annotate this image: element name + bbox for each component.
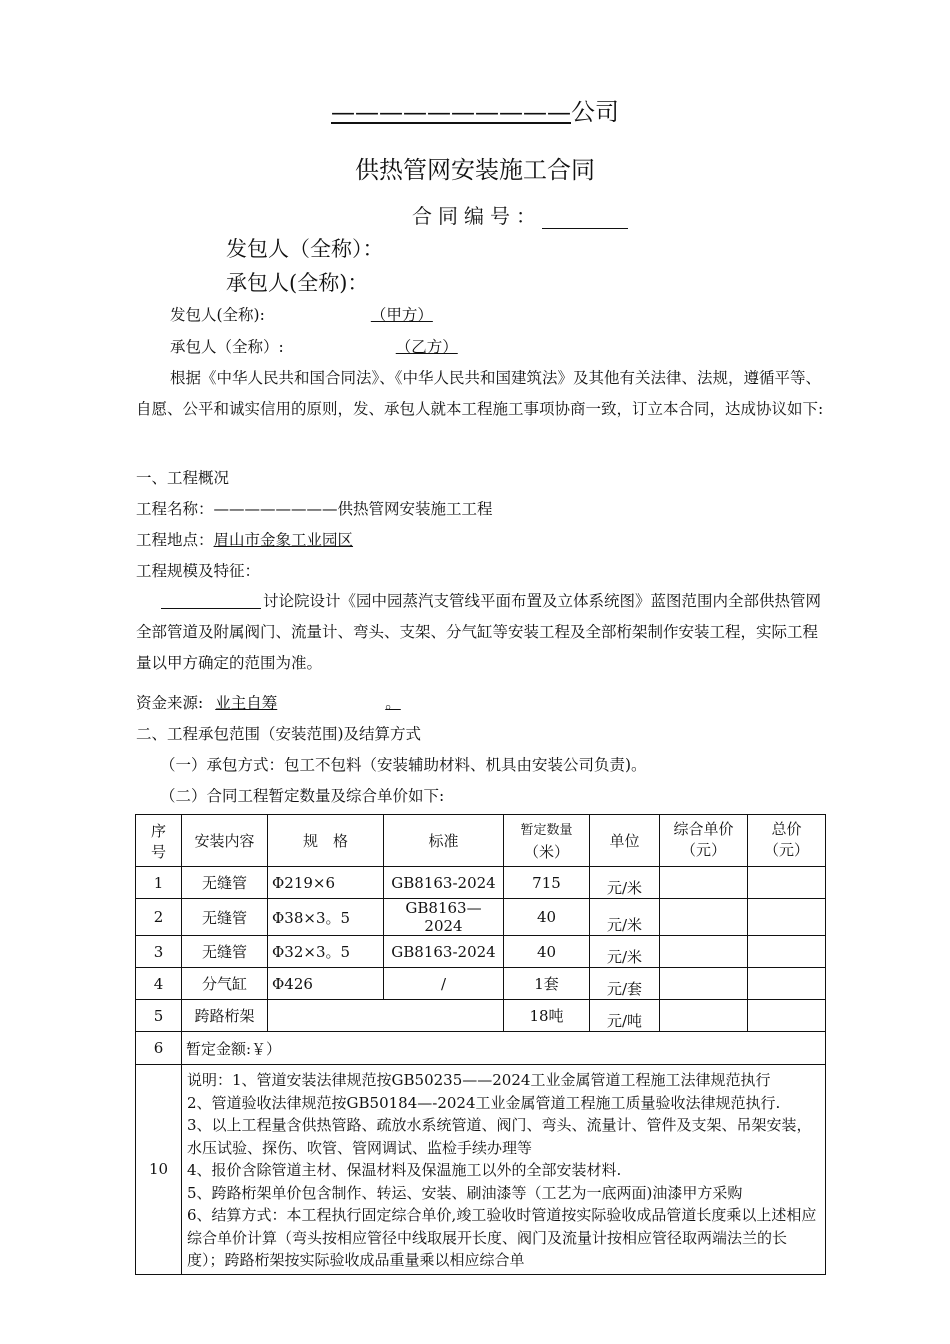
note-3: 3、以上工程量含供热管路、疏放水系统管道、阀门、弯头、流量计、管件及支架、吊架安装，水压试验、探伤、吹管、管网调试、监检手续办理等 — [187, 1116, 812, 1157]
section1-heading: 一、工程概况 — [136, 469, 230, 487]
project-name-value: ————————供热管网安装施工工程 — [213, 500, 493, 518]
table-row-notes — [136, 1065, 826, 1275]
company-blank: —————————— — [331, 98, 571, 126]
company-line — [0, 92, 950, 127]
table-row — [136, 968, 826, 1000]
row-standard: GB8163—2024 — [384, 899, 504, 936]
row-content: 无缝管 — [182, 899, 268, 936]
row-standard: GB8163-2024 — [384, 867, 504, 899]
contractor-label: 承包人（全称）: — [170, 338, 284, 356]
row-qty: 40 — [504, 936, 590, 968]
fund-end: 。 — [385, 694, 401, 712]
row-qty: 18吨 — [504, 1000, 590, 1032]
quantity-intro: （二）合同工程暂定数量及综合单价如下: — [160, 787, 445, 805]
contract-number-label: 合同编号： — [412, 204, 542, 228]
row-qty: 1套 — [504, 968, 590, 1000]
fund-label: 资金来源: — [136, 694, 204, 712]
row-seq: 4 — [136, 968, 182, 1000]
table-header-row — [136, 815, 826, 867]
row-total — [748, 1000, 826, 1032]
employer-field — [265, 306, 433, 324]
row-total — [748, 899, 826, 936]
row-standard: / — [384, 968, 504, 1000]
row-qty: 715 — [504, 867, 590, 899]
row-seq: 10 — [136, 1065, 182, 1275]
row-unit: 元/套 — [590, 968, 660, 1000]
row-content: 无缝管 — [182, 867, 268, 899]
row-unit: 元/米 — [590, 899, 660, 936]
row-unit: 元/米 — [590, 867, 660, 899]
document-title: 供热管网安装施工合同 — [355, 156, 595, 184]
section2-heading: 二、工程承包范围（安装范围)及结算方式 — [136, 725, 422, 743]
contractor-large-label: 承包人(全称)： — [226, 271, 369, 295]
row-seq: 3 — [136, 936, 182, 968]
project-scale-paragraph — [136, 586, 832, 679]
row-content: 无缝管 — [182, 936, 268, 968]
row-unit: 元/米 — [590, 936, 660, 968]
project-name-line — [136, 497, 493, 519]
row-spec: Φ219×6 — [268, 867, 384, 899]
table-row — [136, 1000, 826, 1032]
row-unit-price — [660, 867, 748, 899]
header-unit-price: 综合单价 （元） — [660, 815, 748, 867]
row-spec: Φ426 — [268, 968, 384, 1000]
note-6: 6、结算方式：本工程执行固定综合单价,竣工验收时管道按实际验收成品管道长度乘以上述相应综合单价计算（弯头按相应管径中线取展开长度、阀门及流量计按相应管径取两端法兰的长度）；跨路桁架按实际验收成品重量乘以相应综合单 — [187, 1206, 817, 1269]
row-unit-price — [660, 936, 748, 968]
contractor-line — [170, 335, 458, 357]
employer-large-label: 发包人（全称）： — [226, 237, 384, 261]
header-unit: 单位 — [590, 815, 660, 867]
quantity-price-table — [135, 814, 826, 1275]
header-total: 总价 （元） — [748, 815, 826, 867]
header-seq: 序 号 — [136, 815, 182, 867]
project-site-line — [136, 528, 353, 550]
row-seq: 5 — [136, 1000, 182, 1032]
company-suffix: 公司 — [571, 98, 619, 126]
note-4: 4、报价含除管道主材、保温材料及保温施工以外的全部安装材料. — [187, 1161, 622, 1179]
row-qty: 40 — [504, 899, 590, 936]
table-row — [136, 899, 826, 936]
row-unit-price — [660, 899, 748, 936]
row-unit: 元/吨 — [590, 1000, 660, 1032]
table-row-provisional — [136, 1032, 826, 1065]
employer-role: （甲方） — [370, 306, 433, 324]
row-spec: Φ32×3。5 — [268, 936, 384, 968]
contractor-field — [284, 338, 458, 356]
notes-cell — [182, 1065, 826, 1275]
row-unit-price — [660, 1000, 748, 1032]
header-standard: 标准 — [384, 815, 504, 867]
row-seq: 1 — [136, 867, 182, 899]
employer-label: 发包人(全称): — [170, 306, 265, 324]
row-unit-price — [660, 968, 748, 1000]
contractor-role: （乙方） — [395, 338, 458, 356]
project-name-label: 工程名称： — [136, 500, 214, 518]
table-row — [136, 867, 826, 899]
scale-blank — [161, 590, 261, 609]
contract-number-blank — [542, 208, 628, 229]
contract-number-line — [412, 200, 628, 229]
header-content: 安装内容 — [182, 815, 268, 867]
fund-field — [203, 694, 401, 712]
row-total — [748, 936, 826, 968]
provisional-amount: 暂定金额:￥） — [182, 1032, 826, 1065]
row-total — [748, 867, 826, 899]
project-scale-label: 工程规模及特征： — [136, 562, 261, 580]
note-5: 5、跨路桁架单价包含制作、转运、安装、刷油漆等（工艺为一底两面)油漆甲方采购 — [187, 1183, 743, 1202]
employer-line — [170, 303, 433, 325]
row-seq: 2 — [136, 899, 182, 936]
row-spec-standard-merged — [268, 1000, 504, 1032]
project-site-label: 工程地点： — [136, 531, 214, 549]
row-seq: 6 — [136, 1032, 182, 1065]
row-content: 分气缸 — [182, 968, 268, 1000]
project-scale-text: 讨论院设计《园中园蒸汽支管线平面布置及立体系统图》蓝图范围内全部供热管网全部管道及附属阀门、流量计、弯头、支架、分气缸等安装工程及全部桁架制作安装工程，实际工程量以甲方确定的范围为准。 — [136, 592, 822, 672]
fund-line — [136, 691, 401, 713]
table-row — [136, 936, 826, 968]
note-1: 说明：1、管道安装法律规范按GB50235——2024工业金属管道工程施工法律规范执行 — [187, 1071, 771, 1089]
row-total — [748, 968, 826, 1000]
contract-mode: （一）承包方式：包工不包料（安装辅助材料、机具由安装公司负责)。 — [160, 756, 647, 774]
row-standard: GB8163-2024 — [384, 936, 504, 968]
note-2: 2、管道验收法律规范按GB50184—-2024工业金属管道工程施工质量验收法律规范执行. — [187, 1093, 781, 1112]
intro-paragraph: 根据《中华人民共和国合同法》、《中华人民共和国建筑法》及其他有关法律、法规，遵循平等、自愿、公平和诚实信用的原则，发、承包人就本工程施工事项协商一致，订立本合同，达成协议如下: — [136, 369, 824, 418]
header-spec: 规 格 — [268, 815, 384, 867]
header-qty: 暂定数量 （米） — [504, 815, 590, 867]
fund-value: 业主自筹 — [215, 694, 278, 712]
project-site-value: 眉山市金象工业园区 — [213, 531, 354, 549]
row-content: 跨路桁架 — [182, 1000, 268, 1032]
row-spec: Φ38×3。5 — [268, 899, 384, 936]
